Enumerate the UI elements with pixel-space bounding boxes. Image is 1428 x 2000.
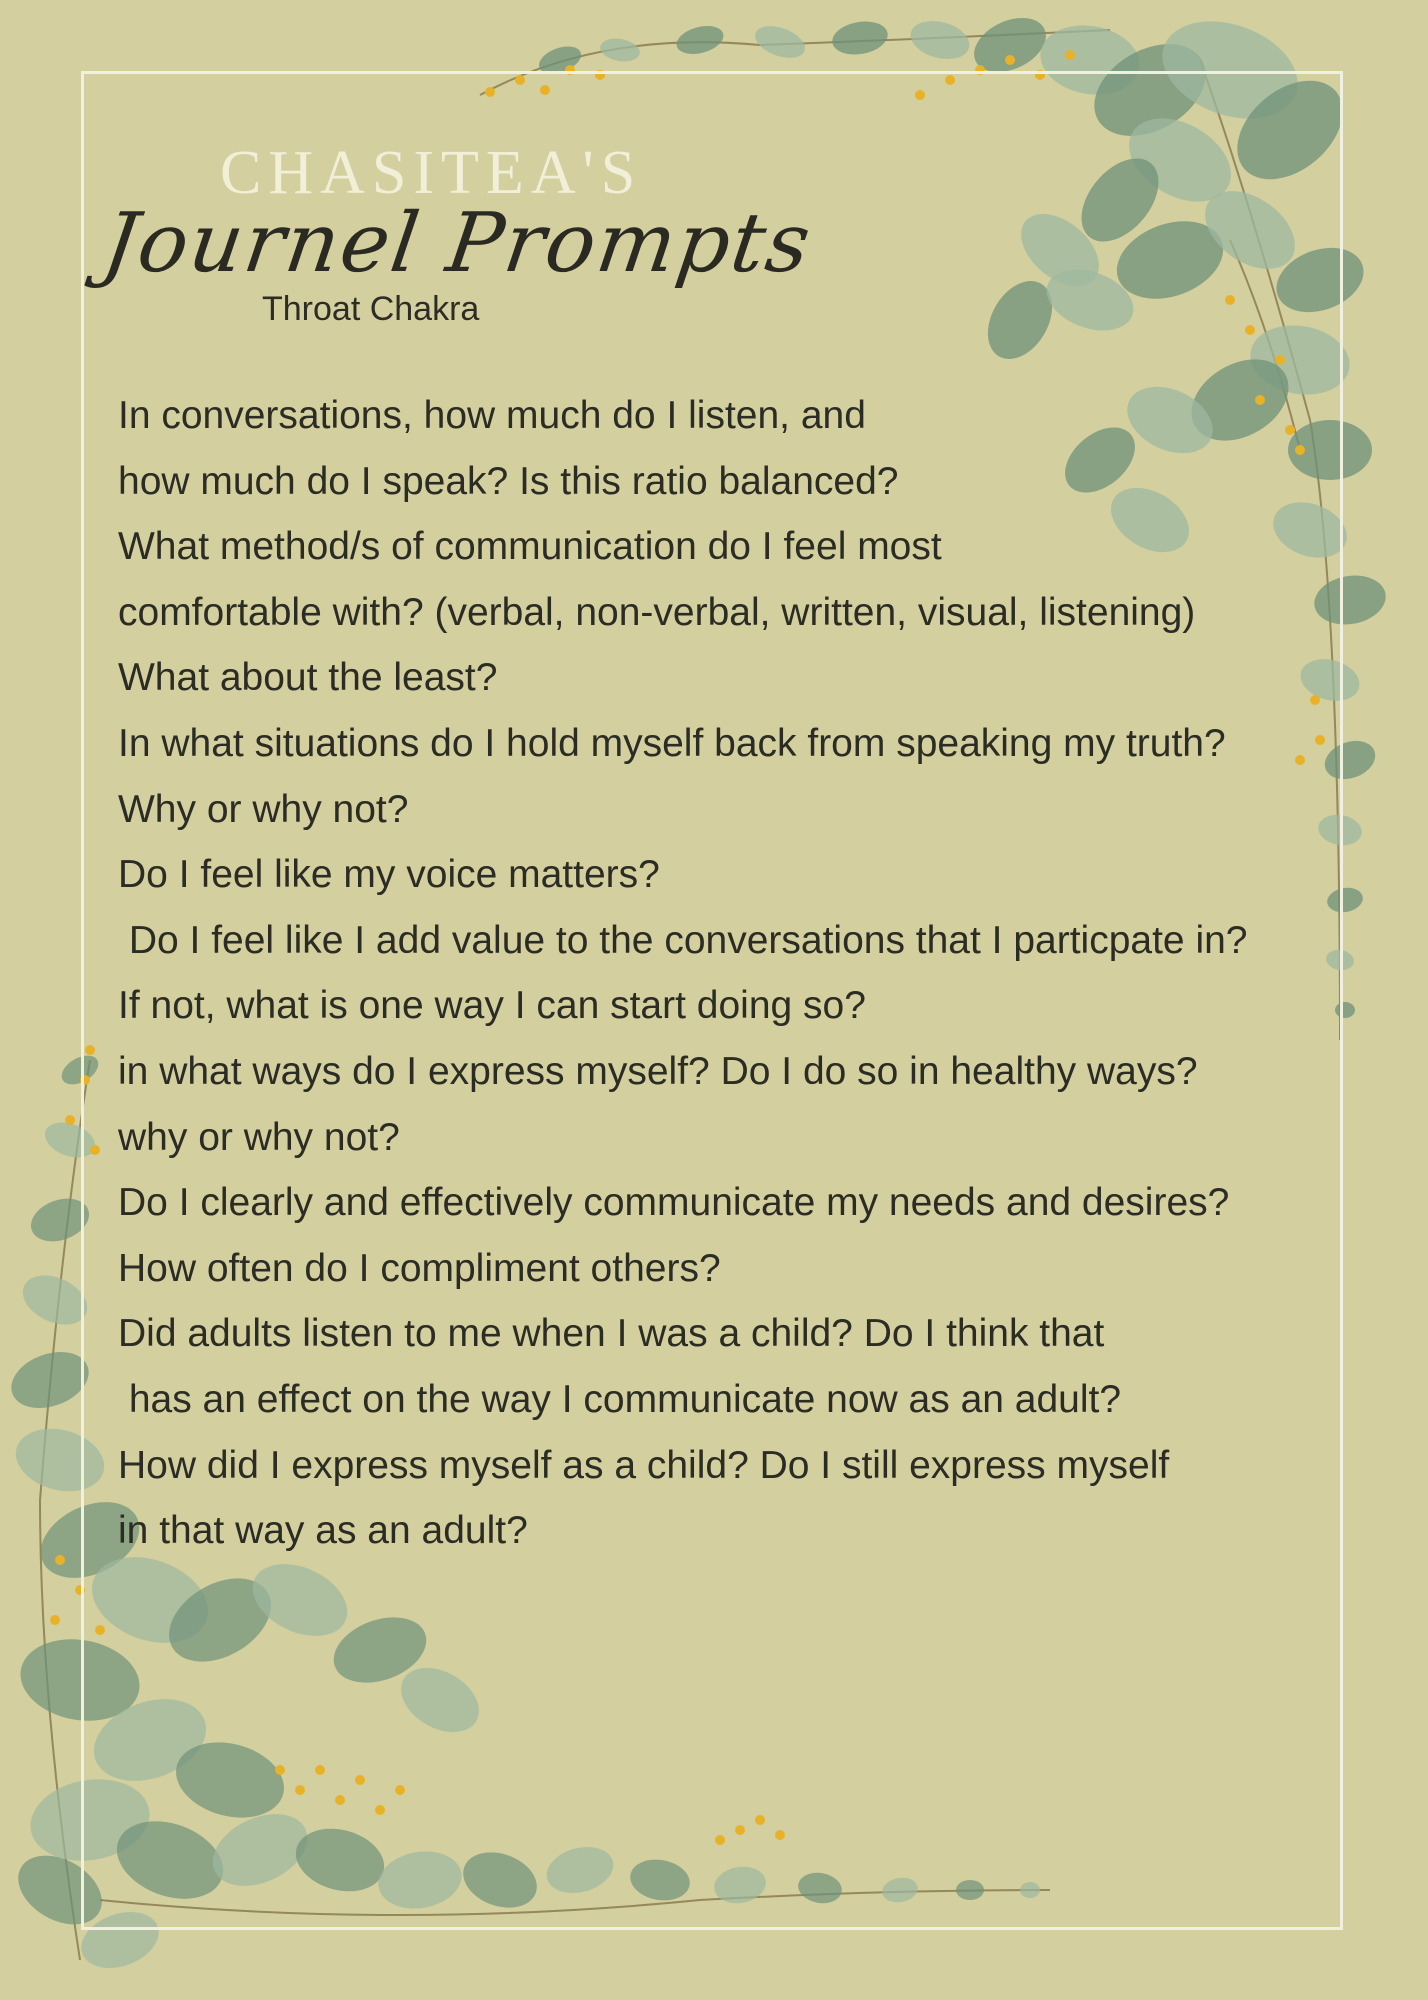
prompt-line: How did I express myself as a child? Do I still express myself (118, 1443, 1170, 1487)
prompt-line: If not, what is one way I can start doing so? (118, 984, 866, 1028)
prompt-line: What method/s of communication do I feel most (118, 525, 942, 569)
prompt-list (118, 383, 1338, 1564)
prompt-line: Do I feel like I add value to the conversations that I particpate in? (118, 918, 1248, 962)
prompt-line: In what situations do I hold myself back from speaking my truth? (118, 721, 1226, 765)
prompt-line: in what ways do I express myself? Do I do so in healthy ways? (118, 1049, 1198, 1093)
prompt-line: in that way as an adult? (118, 1509, 528, 1553)
prompt-line: comfortable with? (verbal, non-verbal, written, visual, listening) (118, 590, 1196, 634)
prompt-line: Why or why not? (118, 787, 409, 831)
brand-name: CHASITEA'S (220, 139, 643, 207)
prompt-line: has an effect on the way I communicate now as an adult? (118, 1377, 1122, 1421)
prompt-line: how much do I speak? Is this ratio balanced? (118, 459, 899, 503)
prompt-line: How often do I compliment others? (118, 1246, 721, 1290)
prompt-line: Do I feel like my voice matters? (118, 853, 660, 897)
prompt-line: What about the least? (118, 656, 498, 700)
prompt-line: Did adults listen to me when I was a child? Do I think that (118, 1312, 1105, 1356)
prompt-line: Do I clearly and effectively communicate my needs and desires? (118, 1181, 1230, 1225)
page-subtitle: Throat Chakra (262, 290, 480, 328)
prompt-line: why or why not? (118, 1115, 400, 1159)
page-title: Journel Prompts (97, 196, 818, 291)
prompt-line: In conversations, how much do I listen, and (118, 394, 866, 437)
